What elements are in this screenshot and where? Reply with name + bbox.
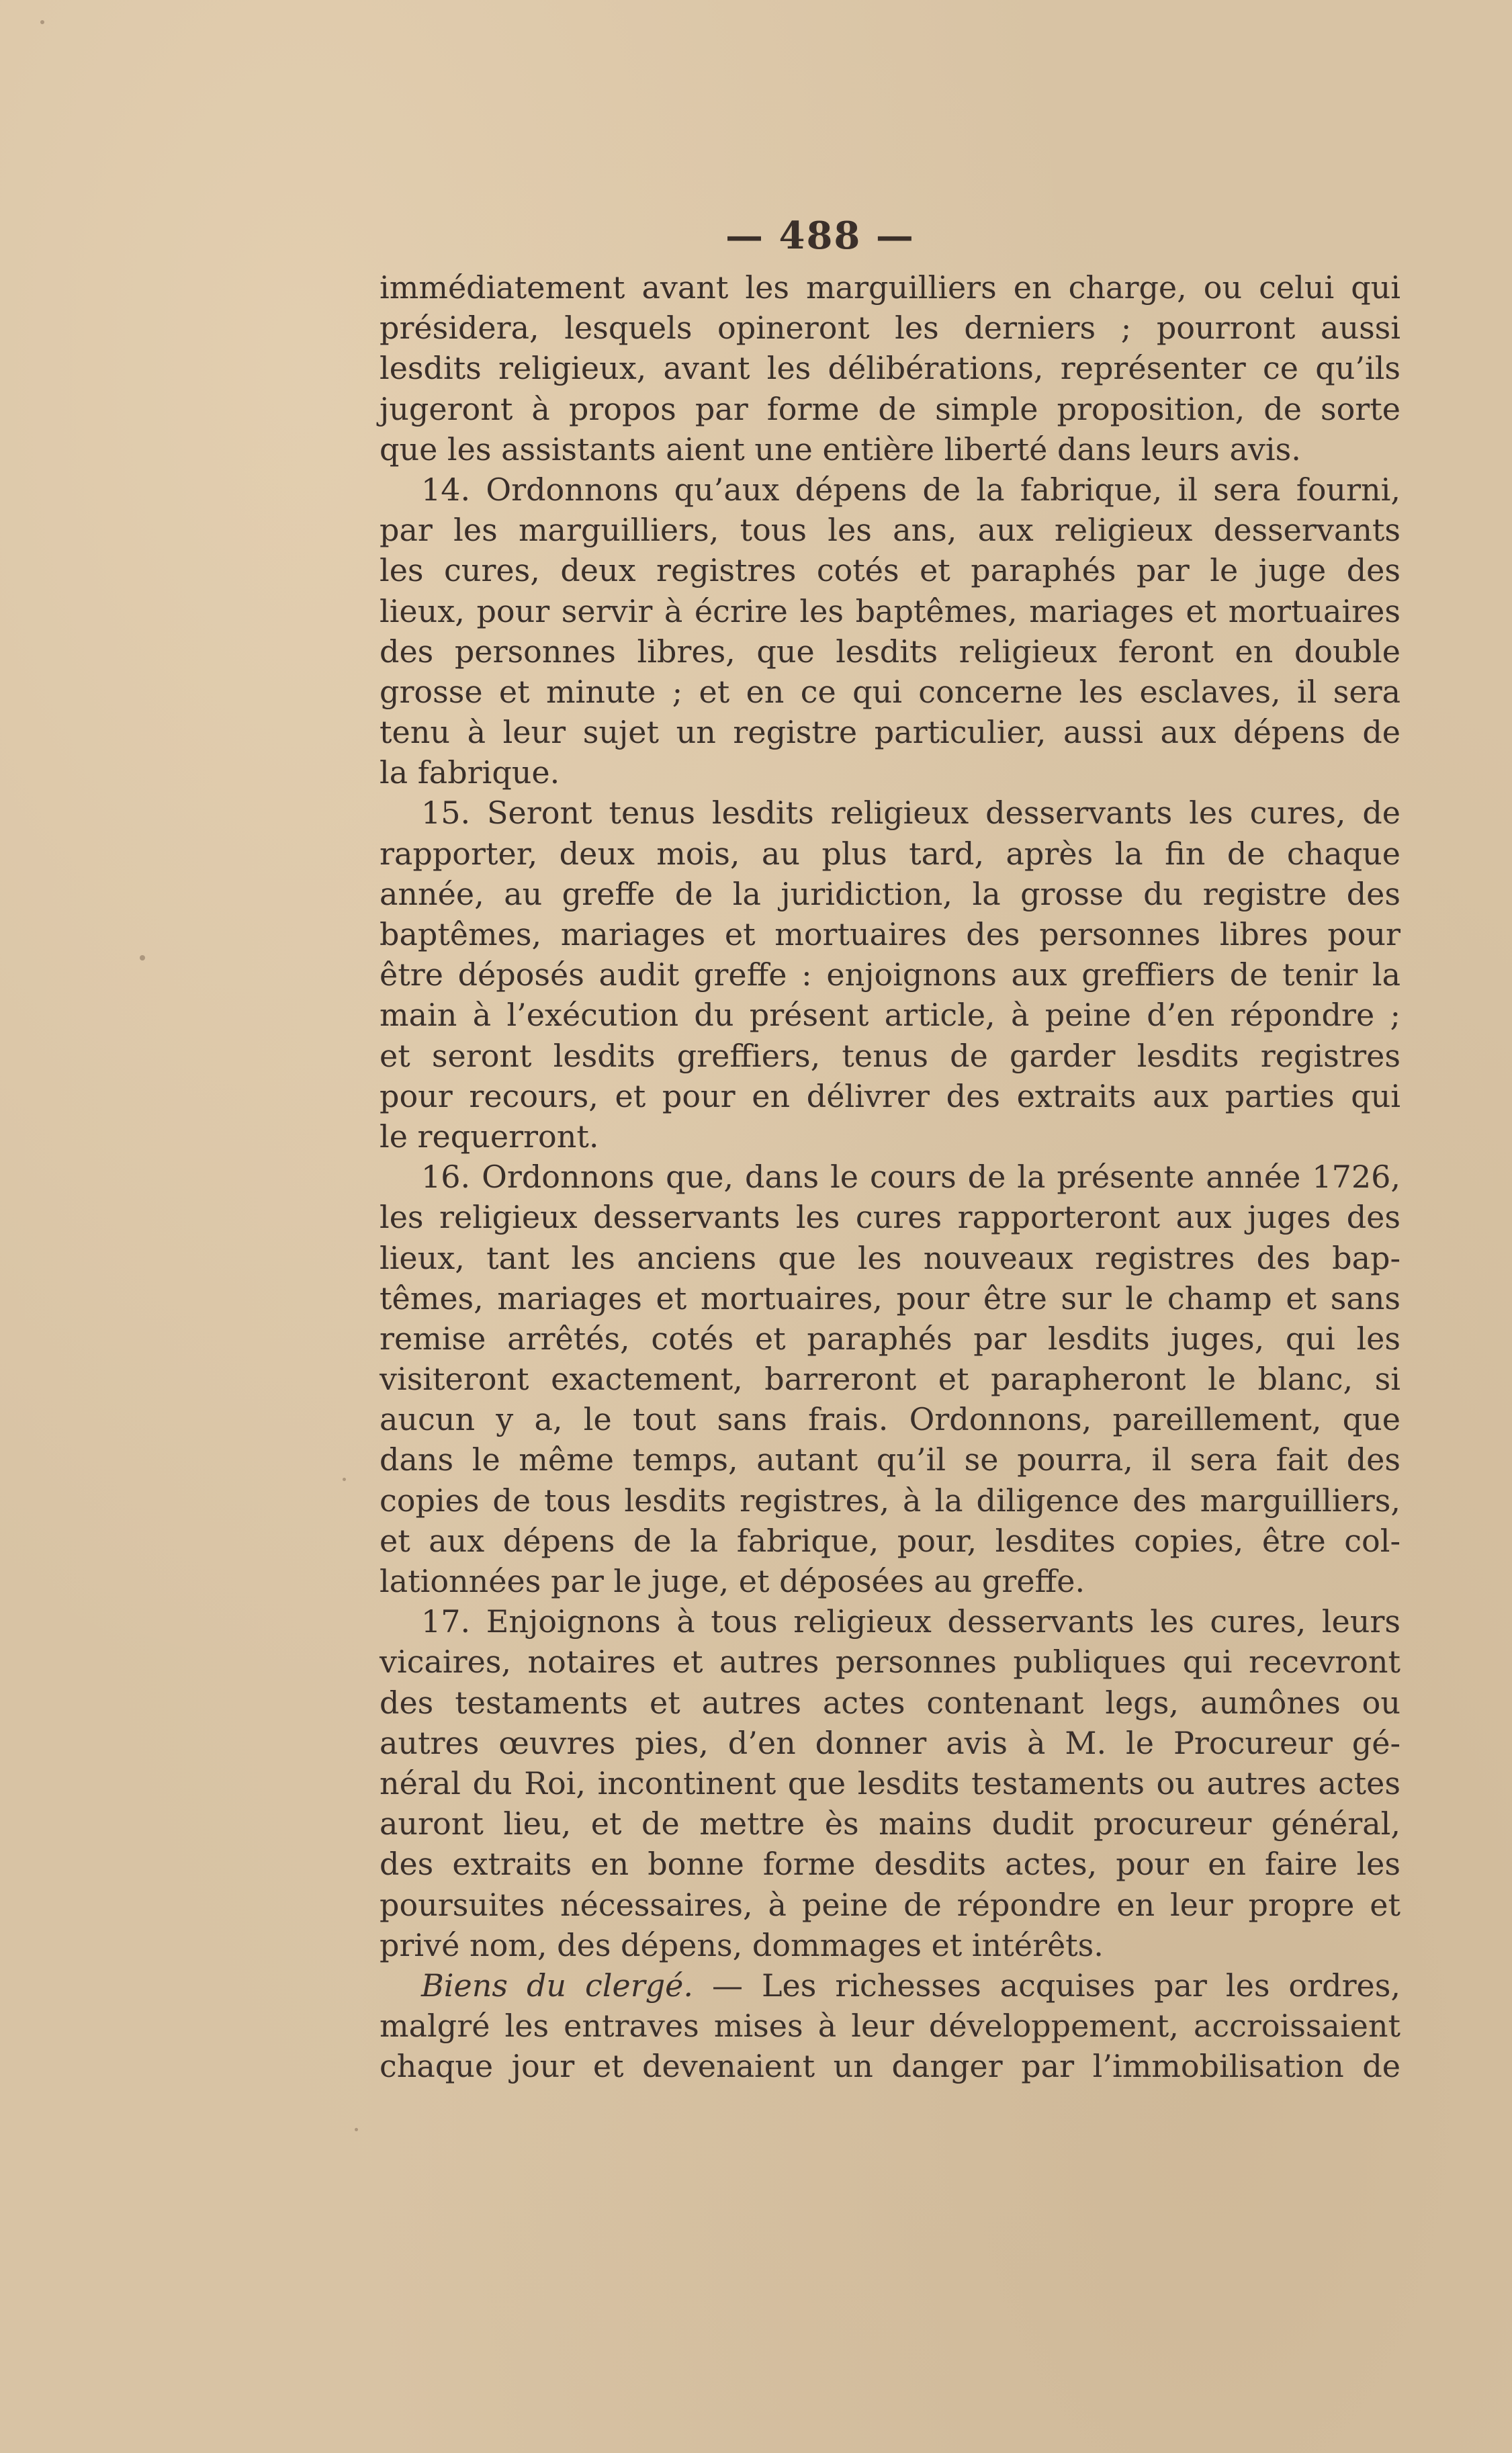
text-line: les religieux desservants les cures rapporteront aux juges des <box>380 1199 1400 1236</box>
text-line: vicaires, notaires et autres personnes publiques qui recevront <box>380 1644 1400 1681</box>
text-line: chaque jour et devenaient un danger par l’immobilisation de <box>380 2048 1400 2085</box>
text-line: année, au greffe de la juridiction, la grosse du registre des <box>380 875 1400 912</box>
text-line: auront lieu, et de mettre ès mains dudit procureur général, <box>380 1805 1400 1842</box>
text-line: jugeront à propos par forme de simple proposition, de sorte <box>380 390 1400 427</box>
text-line: 17. Enjoignons à tous religieux desservants les cures, leurs <box>421 1603 1400 1640</box>
text-line: néral du Roi, incontinent que lesdits testaments ou autres actes <box>380 1765 1400 1801</box>
text-line: dans le même temps, autant qu’il se pourra, il sera fait des <box>380 1441 1400 1478</box>
paragraph-article-15 <box>380 793 1400 1157</box>
paragraph-article-16 <box>380 1157 1400 1601</box>
text-line: têmes, mariages et mortuaires, pour être sur le champ et sans <box>380 1280 1400 1317</box>
paragraph-article-17 <box>380 1601 1400 1965</box>
text-line: et seront lesdits greffiers, tenus de garder lesdits registres <box>380 1037 1400 1074</box>
text-line: être déposés audit greffe : enjoignons aux greffiers de tenir la <box>380 956 1400 993</box>
text-line <box>380 1965 1400 2006</box>
text-line: que les assistants aient une entière liberté dans leurs avis. <box>380 431 1301 467</box>
text-line: par les marguilliers, tous les ans, aux religieux desservants <box>380 512 1400 549</box>
text-line: la fabrique. <box>380 754 560 791</box>
text-line: lieux, pour servir à écrire les baptêmes, mariages et mortuaires <box>380 592 1400 629</box>
paper-speck <box>40 20 44 24</box>
text-line: grosse et minute ; et en ce qui concerne les esclaves, il sera <box>380 673 1400 710</box>
text-line: poursuites nécessaires, à peine de répondre en leur propre et <box>380 1886 1400 1923</box>
text-line: immédiatement avant les marguilliers en charge, ou celui qui <box>380 269 1400 306</box>
body-text <box>380 267 1400 2086</box>
paragraph-biens-du-clerge <box>380 1965 1400 2087</box>
text-line: tenu à leur sujet un registre particulier, aussi aux dépens de <box>380 714 1400 751</box>
text-line: copies de tous lesdits registres, à la diligence des marguilliers, <box>380 1482 1400 1519</box>
text-line: remise arrêtés, cotés et paraphés par lesdits juges, qui les <box>380 1320 1400 1357</box>
text-line: autres œuvres pies, d’en donner avis à M. le Procureur gé- <box>380 1724 1400 1761</box>
text-run: — Les richesses acquises par les ordres, <box>693 1967 1401 2004</box>
paragraph <box>380 267 1400 470</box>
text-line: 15. Seront tenus lesdits religieux desservants les cures, de <box>421 795 1400 832</box>
text-line: pour recours, et pour en délivrer des extraits aux parties qui <box>380 1077 1400 1114</box>
paper-speck <box>355 2128 358 2131</box>
text-line: lationnées par le juge, et déposées au greffe. <box>380 1563 1085 1599</box>
text-line: lesdits religieux, avant les délibérations, représenter ce qu’ils <box>380 350 1400 387</box>
text-line: lieux, tant les anciens que les nouveaux registres des bap- <box>380 1239 1400 1276</box>
text-line: malgré les entraves mises à leur développement, accroissaient <box>380 2008 1400 2045</box>
page-number: — 488 — <box>725 214 915 258</box>
paragraph-article-14 <box>380 470 1400 793</box>
text-line: les cures, deux registres cotés et paraphés par le juge des <box>380 552 1400 589</box>
text-line: des testaments et autres actes contenant legs, aumônes ou <box>380 1684 1400 1721</box>
text-line: et aux dépens de la fabrique, pour, lesdites copies, être col- <box>380 1522 1400 1559</box>
section-heading: Biens du clergé. <box>421 1967 693 2004</box>
text-line: aucun y a, le tout sans frais. Ordonnons, pareillement, que <box>380 1401 1400 1438</box>
text-line: des extraits en bonne forme desdits actes, pour en faire les <box>380 1846 1400 1883</box>
text-line: présidera, lesquels opineront les derniers ; pourront aussi <box>380 310 1400 347</box>
text-line: rapporter, deux mois, au plus tard, après la fin de chaque <box>380 835 1400 872</box>
paper-speck <box>343 1478 346 1481</box>
text-line: le requerront. <box>380 1118 599 1155</box>
text-line: 16. Ordonnons que, dans le cours de la présente année 1726, <box>421 1159 1400 1196</box>
paper-speck <box>140 955 145 961</box>
text-line: 14. Ordonnons qu’aux dépens de la fabrique, il sera fourni, <box>421 471 1400 508</box>
text-line: des personnes libres, que lesdits religieux feront en double <box>380 633 1400 670</box>
text-line: privé nom, des dépens, dommages et intérêts. <box>380 1926 1104 1963</box>
text-line: baptêmes, mariages et mortuaires des personnes libres pour <box>380 916 1400 952</box>
text-line: visiteront exactement, barreront et parapheront le blanc, si <box>380 1361 1400 1398</box>
text-line: main à l’exécution du présent article, à peine d’en répondre ; <box>380 997 1400 1034</box>
